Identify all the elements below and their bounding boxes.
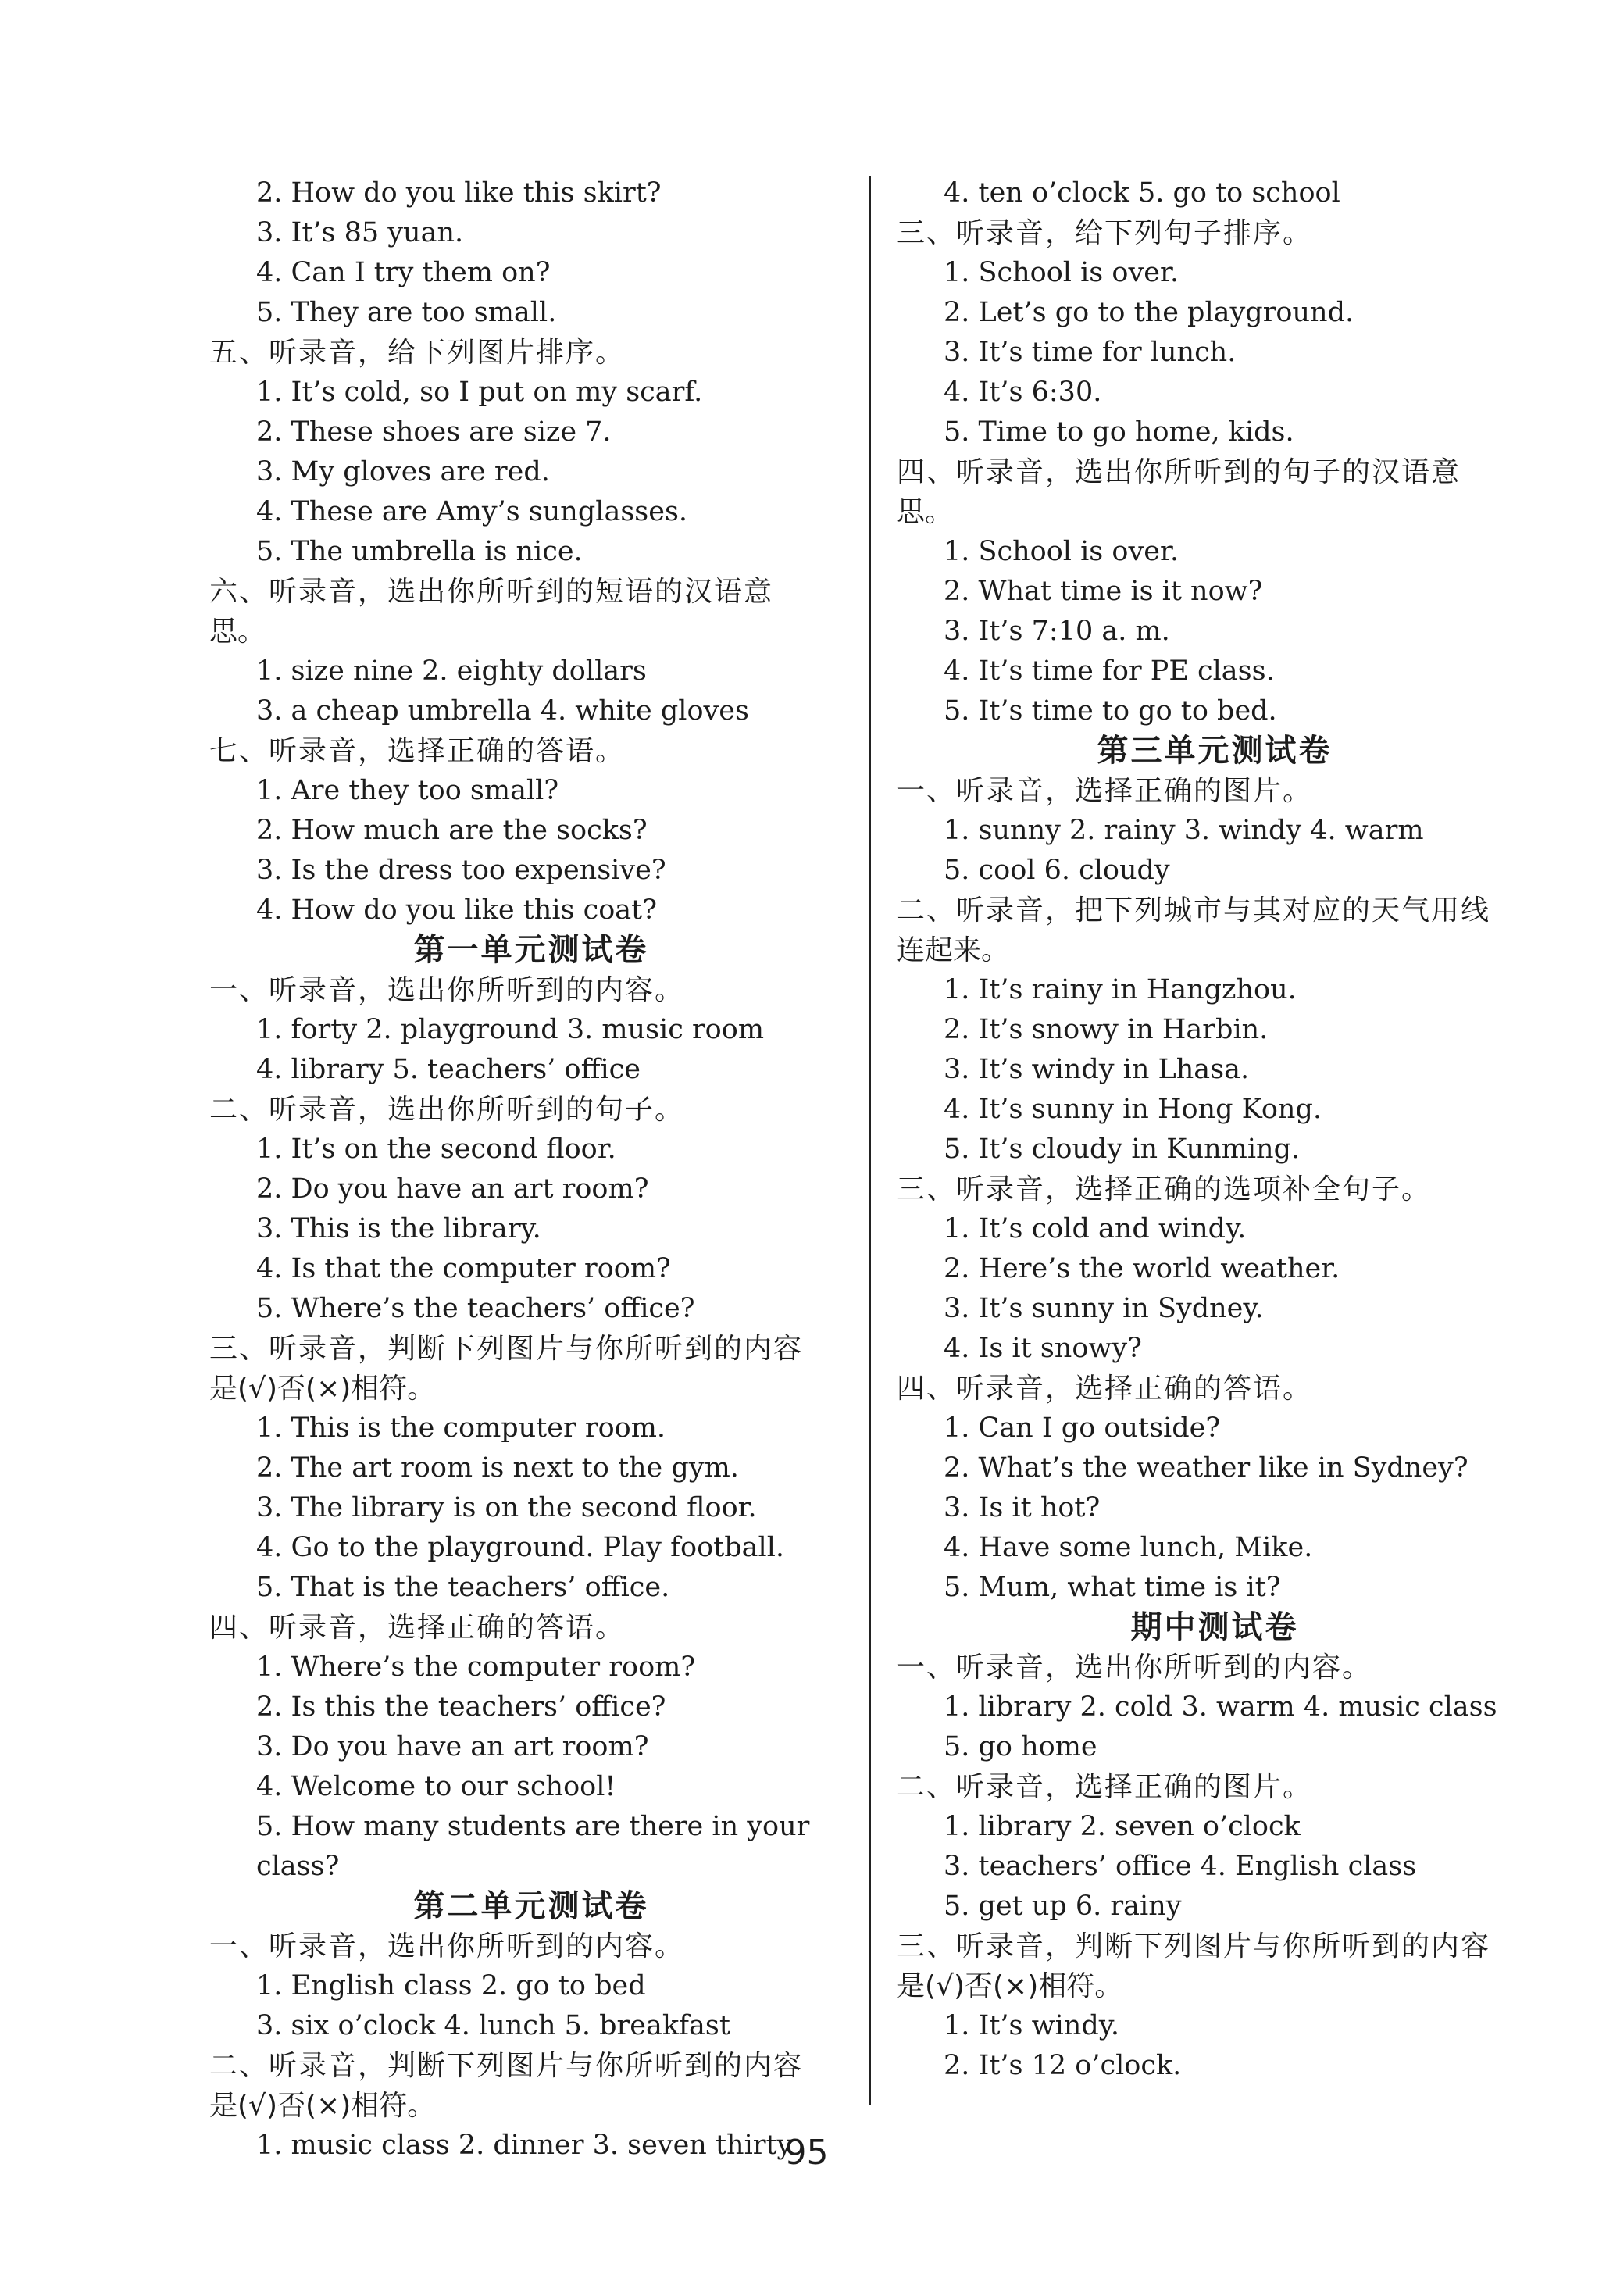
answer-line: 4. Go to the playground. Play football. <box>256 1532 785 1563</box>
section-heading: 二、听录音，选择正确的图片。 <box>897 1771 1313 1803</box>
unit-title: 第二单元测试卷 <box>413 1888 649 1924</box>
answer-line: 2. Here’s the world weather. <box>944 1253 1340 1284</box>
answer-line: 1. music class 2. dinner 3. seven thirty <box>256 2130 793 2161</box>
answer-line: 2. It’s snowy in Harbin. <box>944 1014 1269 1045</box>
answer-line: 3. It’s sunny in Sydney. <box>944 1293 1264 1324</box>
section-heading: 四、听录音，选择正确的答语。 <box>209 1612 626 1644</box>
section-heading: 四、听录音，选择正确的答语。 <box>897 1373 1313 1405</box>
answer-line: 1. School is over. <box>944 536 1179 567</box>
section-heading-continued: 连起来。 <box>897 934 1010 966</box>
unit-title: 第一单元测试卷 <box>413 932 649 968</box>
section-heading: 一、听录音，选出你所听到的内容。 <box>897 1651 1372 1684</box>
answer-line: 5. Where’s the teachers’ office? <box>256 1293 695 1324</box>
answer-line: 3. It’s 85 yuan. <box>256 217 464 248</box>
answer-line: 3. six o’clock 4. lunch 5. breakfast <box>256 2010 730 2041</box>
answer-line: 5. It’s cloudy in Kunming. <box>944 1134 1301 1165</box>
answer-line: 3. This is the library. <box>256 1213 541 1244</box>
answer-line: 5. cool 6. cloudy <box>944 855 1170 886</box>
section-heading: 四、听录音，选出你所听到的句子的汉语意 <box>897 456 1461 488</box>
answer-line: 2. These shoes are size 7. <box>256 416 612 448</box>
answer-line: 1. It’s cold and windy. <box>944 1213 1247 1244</box>
section-heading: 一、听录音，选出你所听到的内容。 <box>209 974 685 1006</box>
answer-line: 1. It’s windy. <box>944 2010 1119 2041</box>
answer-line: 1. sunny 2. rainy 3. windy 4. warm <box>944 815 1424 846</box>
section-heading: 六、听录音，选出你所听到的短语的汉语意 <box>209 576 774 608</box>
section-heading-continued: 思。 <box>897 496 954 528</box>
unit-title: 第三单元测试卷 <box>1097 733 1333 769</box>
answer-line: 4. ten o’clock 5. go to school <box>944 177 1340 209</box>
answer-line: 2. How much are the socks? <box>256 815 648 846</box>
answer-line: 4. Can I try them on? <box>256 257 551 288</box>
answer-line: 5. Mum, what time is it? <box>944 1572 1281 1603</box>
answer-line: 1. library 2. cold 3. warm 4. music class <box>944 1691 1497 1723</box>
answer-line: 2. What time is it now? <box>944 576 1263 607</box>
section-heading-continued: 思。 <box>209 616 266 648</box>
section-heading: 三、听录音，给下列句子排序。 <box>897 217 1313 249</box>
answer-line: 3. It’s time for lunch. <box>944 337 1237 368</box>
answer-line: 1. It’s rainy in Hangzhou. <box>944 974 1297 1005</box>
answer-line: 3. The library is on the second floor. <box>256 1492 757 1523</box>
answer-line: 1. It’s cold, so I put on my scarf. <box>256 377 703 408</box>
answer-line: 3. It’s 7:10 a. m. <box>944 616 1170 647</box>
answer-line: 3. teachers’ office 4. English class <box>944 1851 1417 1882</box>
answer-line: 4. Have some lunch, Mike. <box>944 1532 1313 1563</box>
answer-line: 5. The umbrella is nice. <box>256 536 583 567</box>
left-column <box>203 173 859 2166</box>
answer-line: 1. Are they too small? <box>256 775 559 806</box>
page-number: 95 <box>784 2133 829 2173</box>
answer-line: 5. It’s time to go to bed. <box>944 695 1277 727</box>
answer-line: 4. These are Amy’s sunglasses. <box>256 496 688 527</box>
section-heading: 一、听录音，选出你所听到的内容。 <box>209 1930 685 1962</box>
section-heading-continued: 是(√)否(×)相符。 <box>209 1373 436 1405</box>
section-heading: 二、听录音，选出你所听到的句子。 <box>209 1094 685 1126</box>
answer-line: 1. library 2. seven o’clock <box>944 1811 1301 1842</box>
answer-line: 4. It’s sunny in Hong Kong. <box>944 1094 1322 1125</box>
answer-line: 3. Is the dress too expensive? <box>256 855 666 886</box>
right-column <box>890 173 1539 2086</box>
answer-line: 4. How do you like this coat? <box>256 894 658 926</box>
answer-line: 4. It’s time for PE class. <box>944 655 1275 687</box>
answer-line: 4. Is that the computer room? <box>256 1253 671 1284</box>
answer-line: 1. It’s on the second floor. <box>256 1134 616 1165</box>
answer-line: 1. Can I go outside? <box>944 1412 1221 1444</box>
answer-line: 1. Where’s the computer room? <box>256 1651 696 1683</box>
section-heading: 五、听录音，给下列图片排序。 <box>209 337 626 369</box>
answer-line: 2. Do you have an art room? <box>256 1173 649 1205</box>
section-heading: 七、听录音，选择正确的答语。 <box>209 735 626 767</box>
section-heading: 三、听录音，判断下列图片与你所听到的内容 <box>897 1930 1491 1962</box>
unit-title: 期中测试卷 <box>1130 1609 1299 1645</box>
answer-line: 3. a cheap umbrella 4. white gloves <box>256 695 749 727</box>
answer-line: 3. It’s windy in Lhasa. <box>944 1054 1250 1085</box>
answer-line: class? <box>256 1851 340 1882</box>
answer-line: 5. That is the teachers’ office. <box>256 1572 670 1603</box>
section-heading: 一、听录音，选择正确的图片。 <box>897 775 1313 807</box>
answer-line: 2. Let’s go to the playground. <box>944 297 1354 328</box>
answer-line: 2. The art room is next to the gym. <box>256 1452 739 1484</box>
answer-line: 5. get up 6. rainy <box>944 1891 1182 1922</box>
answer-line: 1. English class 2. go to bed <box>256 1970 646 2001</box>
answer-line: 1. This is the computer room. <box>256 1412 666 1444</box>
answer-line: 5. Time to go home, kids. <box>944 416 1294 448</box>
answer-line: 2. It’s 12 o’clock. <box>944 2050 1182 2081</box>
answer-line: 5. They are too small. <box>256 297 557 328</box>
answer-line: 4. Welcome to our school! <box>256 1771 616 1802</box>
answer-line: 3. My gloves are red. <box>256 456 550 487</box>
answer-line: 3. Is it hot? <box>944 1492 1101 1523</box>
answer-line: 4. library 5. teachers’ office <box>256 1054 641 1085</box>
answer-line: 5. go home <box>944 1731 1097 1762</box>
section-heading-continued: 是(√)否(×)相符。 <box>209 2090 436 2122</box>
answer-line: 4. Is it snowy? <box>944 1333 1142 1364</box>
answer-line: 5. How many students are there in your <box>256 1811 810 1842</box>
answer-line: 4. It’s 6:30. <box>944 377 1102 408</box>
answer-line: 1. School is over. <box>944 257 1179 288</box>
answer-line: 2. Is this the teachers’ office? <box>256 1691 666 1723</box>
answer-line: 1. forty 2. playground 3. music room <box>256 1014 765 1045</box>
section-heading: 三、听录音，判断下列图片与你所听到的内容 <box>209 1333 804 1365</box>
answer-line: 1. size nine 2. eighty dollars <box>256 655 647 687</box>
answer-line: 2. What’s the weather like in Sydney? <box>944 1452 1468 1484</box>
answer-line: 3. Do you have an art room? <box>256 1731 649 1762</box>
section-heading: 二、听录音，判断下列图片与你所听到的内容 <box>209 2050 804 2082</box>
section-heading: 二、听录音，把下列城市与其对应的天气用线 <box>897 894 1491 927</box>
section-heading: 三、听录音，选择正确的选项补全句子。 <box>897 1173 1432 1205</box>
answer-line: 2. How do you like this skirt? <box>256 177 662 209</box>
section-heading-continued: 是(√)否(×)相符。 <box>897 1970 1123 2002</box>
column-divider <box>869 176 871 2105</box>
